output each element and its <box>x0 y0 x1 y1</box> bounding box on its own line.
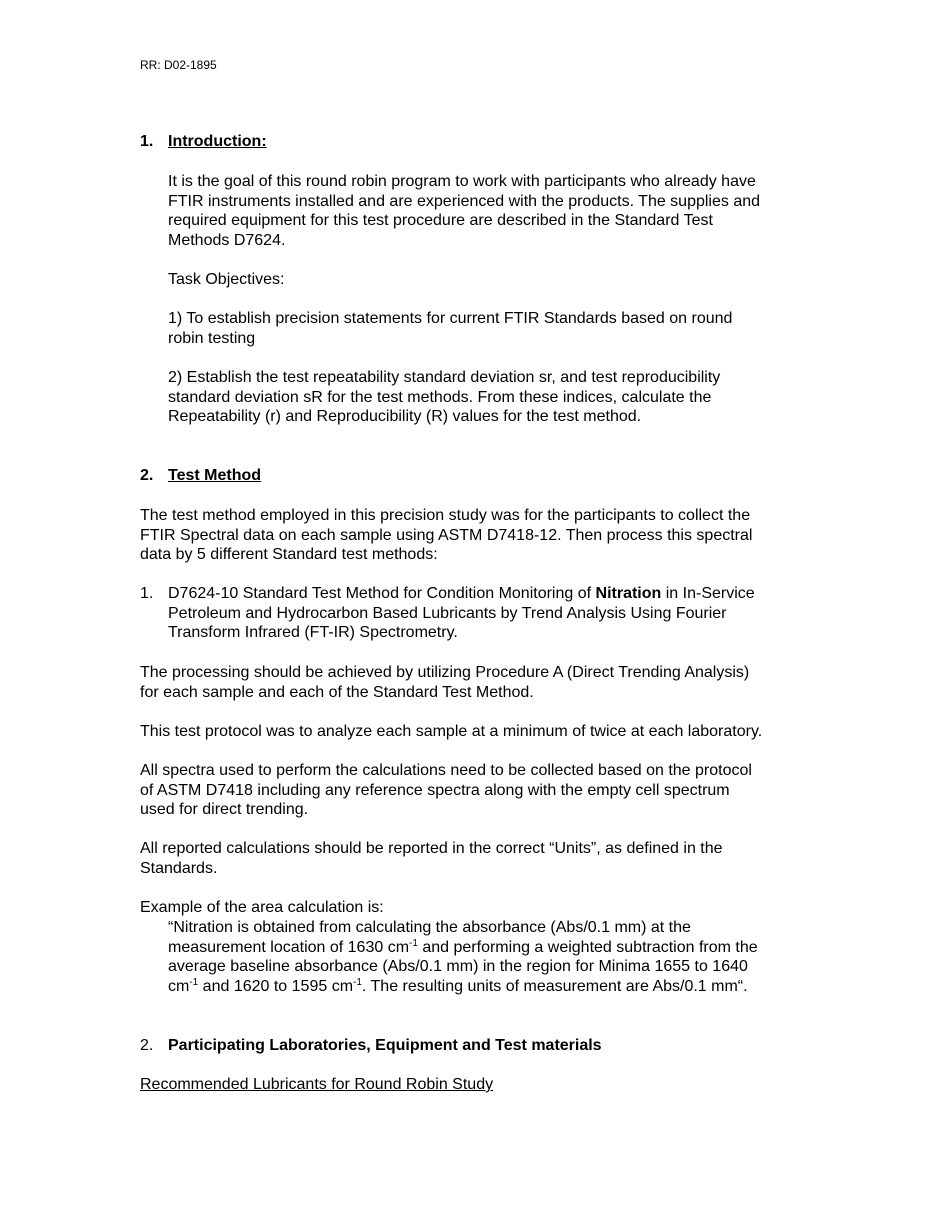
intro-line: It is the goal of this round robin program to work with participants who already have <box>168 173 756 190</box>
section-1-title: Introduction: <box>168 133 267 150</box>
list-item-number: 1. <box>140 585 154 602</box>
list-item-line: Petroleum and Hydrocarbon Based Lubricants by Trend Analysis Using Fourier <box>168 604 727 622</box>
objective-1-line: 1) To establish precision statements for current FTIR Standards based on round <box>168 310 733 327</box>
paragraph-line: All spectra used to perform the calculations need to be collected based on the protocol <box>140 762 752 779</box>
objective-2-line: 2) Establish the test repeatability standard deviation sr, and test reproducibility <box>168 369 721 386</box>
paragraph-line: data by 5 different Standard test methods: <box>140 546 438 564</box>
quote-line: measurement location of 1630 $cm^{-1}$ and performing a weighted subtraction from the <box>168 937 758 956</box>
section-3-title: Participating Laboratories, Equipment and Test materials <box>168 1037 602 1054</box>
paragraph-line: The processing should be achieved by utilizing Procedure A (Direct Trending Analysis) <box>140 664 750 681</box>
objective-2-line: Repeatability (r) and Reproducibility (R) values for the test method. <box>168 408 642 426</box>
example-quote <box>168 918 758 996</box>
intro-line: Methods D7624. <box>168 231 286 249</box>
objective-2 <box>168 368 720 427</box>
paragraph-line: All reported calculations should be reported in the correct “Units”, as defined in the <box>140 840 723 857</box>
objective-2-line: standard deviation sR for the test methods. From these indices, calculate the <box>168 388 712 406</box>
protocol-paragraph: This test protocol was to analyze each sample at a minimum of twice at each laboratory. <box>140 723 763 740</box>
document-reference: RR: D02-1895 <box>140 58 217 72</box>
list-item-line: Transform Infrared (FT-IR) Spectrometry. <box>168 624 458 642</box>
paragraph-line: Standards. <box>140 859 218 877</box>
example-label: Example of the area calculation is: <box>140 899 384 916</box>
intro-line: required equipment for this test procedure are described in the Standard Test <box>168 212 713 230</box>
spectra-paragraph <box>140 761 752 820</box>
intro-paragraph <box>168 172 760 250</box>
section-3-number: 2. <box>140 1037 154 1054</box>
paragraph-line: used for direct trending. <box>140 801 309 819</box>
section-1-number: 1. <box>140 133 154 150</box>
paragraph-line: The test method employed in this precision study was for the participants to collect the <box>140 507 751 524</box>
units-paragraph <box>140 839 723 878</box>
test-method-paragraph <box>140 506 752 565</box>
section-2-title: Test Method <box>168 467 262 484</box>
objective-1 <box>168 309 732 348</box>
nitration-term: Nitration <box>595 585 662 602</box>
task-objectives-label: Task Objectives: <box>168 271 285 288</box>
paragraph-line: for each sample and each of the Standard Test Method. <box>140 683 534 701</box>
lubricants-subheading: Recommended Lubricants for Round Robin Study <box>140 1076 494 1093</box>
paragraph-line: of ASTM D7418 including any reference spectra along with the empty cell spectrum <box>140 781 730 799</box>
quote-line: average baseline absorbance (Abs/0.1 mm) in the region for Minima 1655 to 1640 <box>168 958 748 976</box>
quote-line: $cm^{-1}$ and 1620 to 1595 $cm^{-1}$. The resulting units of measurement are Abs/0.1 mm“. <box>168 976 748 995</box>
list-item-line: D7624-10 Standard Test Method for Condition Monitoring of Nitration in In-Service <box>168 585 755 602</box>
paragraph-line: FTIR Spectral data on each sample using ASTM D7418-12. Then process this spectral <box>140 526 753 544</box>
objective-1-line: robin testing <box>168 329 256 347</box>
processing-paragraph <box>140 663 749 702</box>
list-item-d7624 <box>168 584 755 643</box>
intro-line: FTIR instruments installed and are experienced with the products. The supplies and <box>168 192 761 210</box>
quote-line: “Nitration is obtained from calculating the absorbance (Abs/0.1 mm) at the <box>168 919 691 936</box>
section-2-number: 2. <box>140 467 154 484</box>
